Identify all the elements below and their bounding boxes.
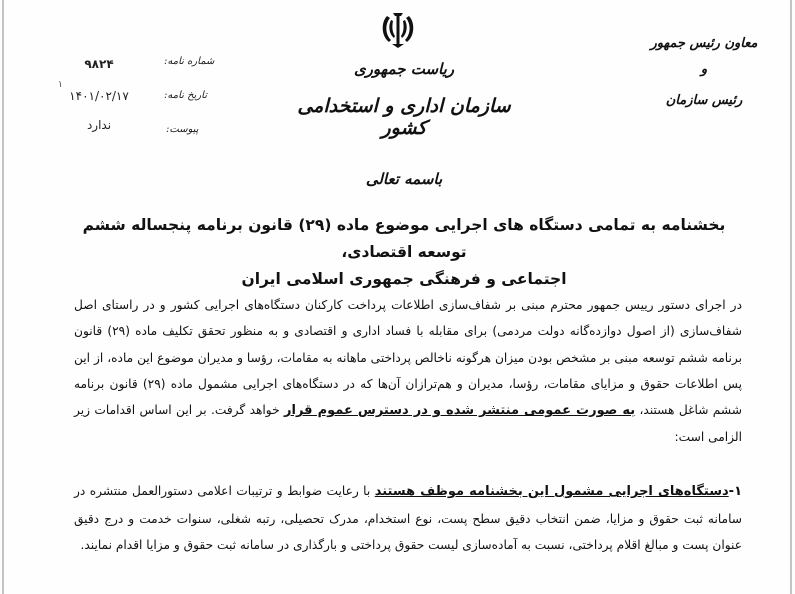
margin-mark: ۱	[58, 80, 63, 90]
item-1-emphasis: دستگاه‌های اجرایی مشمول این بخشنامه موظف هستند	[374, 484, 729, 499]
circular-title-line-2: اجتماعی و فرهنگی جمهوری اسلامی ایران	[241, 270, 567, 288]
item-1-text: با رعایت ضوابط و ترتیبات اعلامی دستورالعمل منتشره در سامانه ثبت حقوق و مزایا، ضمن انتخاب دقیق سطح پست، نوع استخدام، مدرک تحصیلی، رتبه شغلی، سنوات خدمت و درج دقیق عنوان پست و مبالغ اقلام پرداختی، نسبت به آماده‌سازی لیست حقوق پرداختی و بارگذاری در سامانه ثبت حقوق و مزایا اقدام نمایند.	[74, 484, 742, 552]
attachment-label: پیوست:	[166, 124, 199, 135]
bismillah-heading: باسمه تعالی	[365, 170, 443, 188]
attachment-value: ندارد	[86, 118, 112, 132]
sender-title-1: معاون رئیس جمهور	[650, 36, 758, 51]
iran-emblem-icon	[377, 8, 419, 50]
letter-page	[2, 0, 792, 594]
item-1-paragraph	[74, 478, 742, 559]
org-subtitle: ریاست جمهوری	[353, 60, 455, 78]
letter-date-label: تاریخ نامه:	[164, 90, 207, 101]
org-name: سازمان اداری و استخدامی کشور	[297, 95, 511, 139]
intro-text-part-2: خواهد گرفت. بر این اساس اقدامات زیر الزامی است:	[74, 403, 742, 445]
letter-date-value: ۱۴۰۱/۰۲/۱۷	[69, 89, 129, 103]
circular-title-line-1: بخشنامه به تمامی دستگاه های اجرایی موضوع ماده (۲۹) قانون برنامه پنجساله ششم توسعه اقتصادی،	[82, 216, 726, 261]
intro-text-part-1: در اجرای دستور رییس جمهور محترم مبنی بر شفاف‌سازی اطلاعات پرداخت کارکنان دستگاه‌های اجرایی کشور و در راستای اصل شفاف‌سازی (از اصول دوازده‌گانه دولت مردمی) برای مقابله با فساد اداری و اقتصادی و به منظور تحقق تکلیف ماده (۲۹) قانون برنامه ششم توسعه مبنی بر مشخص بودن میزان هرگونه ناخالص پرداختی ماهانه به مقامات، رؤسا و مدیران موضوع این ماده، از این پس اطلاعات حقوق و مزایای مقامات، رؤسا، مدیران و هم‌ترازان آن‌ها که در دستگاه‌های اجرایی مشمول ماده (۲۹) قانون برنامه ششم شاغل هستند،	[74, 298, 743, 418]
intro-paragraph	[74, 292, 742, 451]
sender-title-and: و	[700, 62, 708, 77]
letter-number-label: شماره نامه:	[164, 56, 215, 67]
letter-number-value: ۹۸۲۴	[84, 57, 114, 71]
circular-title	[64, 212, 744, 293]
item-1-number: ۱-	[728, 484, 743, 499]
intro-emphasis: به صورت عمومی منتشر شده و در دسترس عموم قرار	[284, 403, 636, 419]
sender-title-2: رئیس سازمان	[665, 93, 743, 108]
